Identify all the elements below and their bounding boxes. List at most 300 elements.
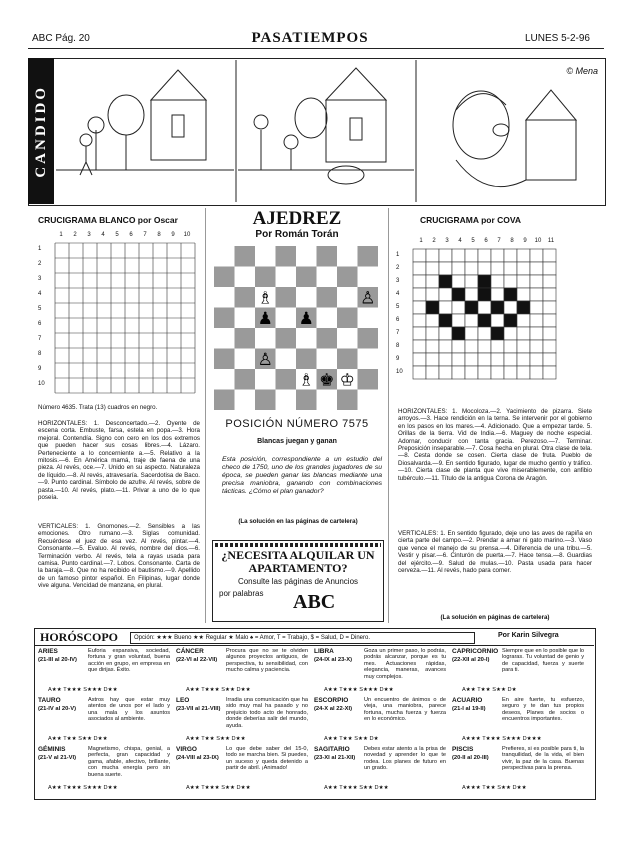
col-num: 6 (484, 238, 488, 244)
sign-name: TAURO (38, 697, 61, 704)
board-square (214, 390, 235, 411)
board-square (276, 349, 297, 370)
sign-date: (22-XII al 20-I) (452, 657, 490, 663)
board-square (276, 287, 297, 308)
grid-cell (413, 301, 426, 314)
board-square (235, 267, 256, 288)
grid-cell (465, 314, 478, 327)
grid-cell (478, 275, 491, 288)
grid-cell (478, 288, 491, 301)
sign-name: LEO (176, 697, 190, 704)
grid-cell (504, 314, 517, 327)
sign-text: En aire fuerte, tu esfuerzo, seguro y te dan tus propios deseos, Planes de socios o encuentros importantes. (502, 697, 584, 723)
horoscope-sign (38, 746, 172, 793)
crossword-blank-grid (54, 242, 196, 394)
sign-text: Procura que no se te olviden algunos proyectos antiguos, de perspectiva, tu sensibilidad, con mucho calma y paciencia. (226, 648, 308, 674)
grid-cell (517, 288, 530, 301)
board-square (337, 287, 358, 308)
horoscope-rule (34, 645, 594, 646)
ad-line1: Consulte las páginas de Anuncios (237, 577, 359, 586)
grid-cell (465, 275, 478, 288)
row-num: 5 (396, 304, 400, 310)
grid-cell (452, 353, 465, 366)
sign-date: (21-III al 20-IV) (38, 657, 77, 663)
grid-cell (426, 288, 439, 301)
col-num: 6 (129, 232, 133, 238)
grid-cell (465, 340, 478, 353)
apartment-ad[interactable] (212, 540, 384, 622)
grid-cell (504, 262, 517, 275)
chess-solution-note: (La solución en las páginas de cartelera) (238, 518, 358, 525)
grid-cell (517, 301, 530, 314)
grid-cell (452, 249, 465, 262)
grid-cell (426, 340, 439, 353)
horoscope-sign (176, 746, 310, 793)
grid-cell (465, 249, 478, 262)
grid-cell (517, 249, 530, 262)
board-square (358, 328, 379, 349)
grid-cell (452, 301, 465, 314)
row-num: 6 (396, 317, 400, 323)
sign-text: Irradia una comunicación que ha sido muy mal ha pasado y no prejuicio todo acto de honrado, donde deberías salir del mundo, ayuda. (226, 697, 308, 729)
sign-stars: A★★ T★★ S★★ D★ (324, 736, 379, 742)
board-square (235, 349, 256, 370)
grid-cell (543, 327, 556, 340)
grid-cell (504, 275, 517, 288)
grid-cell (491, 314, 504, 327)
board-square (317, 287, 338, 308)
grid-cell (426, 249, 439, 262)
board-square (317, 267, 338, 288)
grid-cell (530, 301, 543, 314)
horoscope-signs (38, 648, 592, 796)
row-num: 10 (396, 369, 403, 375)
grid-cell (465, 301, 478, 314)
col-num: 11 (547, 238, 555, 244)
crossword-cova-verticals: VERTICALES: 1. En sentido figurado, deje uno las aves de rapiña en cierta parte del campo.—2. Prendar a amar ni gato marino.—3. Vaso que vence el manejo de su prensa.—4. Diferencia de una tribu.—5. Vestir y pisar.—6. Cinturón de puerta.—7. Hace tensa.—8. Guardias del ejército.—9. Salud de mulas.—10. Pasta usada para hacer cerveza.—11. Al revés, hado para comer. (398, 530, 592, 575)
sign-text: Un encuentro de ánimos o de vieja, una maniobra, parece fortuna, mucha fuerza y fuerza en lo económico. (364, 697, 446, 723)
row-num: 6 (38, 321, 42, 327)
sign-text: Euforia expansiva, sociedad, fortuna y gran voluntad, buena acción en grupo, en empresa en que dirijas. Éxito. (88, 648, 170, 674)
board-square (358, 308, 379, 329)
sign-name: ACUARIO (452, 697, 483, 704)
grid-cell (504, 288, 517, 301)
board-square (317, 246, 338, 267)
sign-name: GÉMINIS (38, 746, 66, 753)
grid-cell (504, 327, 517, 340)
board-square (235, 287, 256, 308)
sign-text: Siempre que en lo posible que lo lograras. Tu voluntad de genio y de capacidad, fuerza y suerte para ti. (502, 648, 584, 674)
board-square (337, 349, 358, 370)
row-num: 3 (38, 276, 42, 282)
ad-line2: por palabras (219, 589, 264, 598)
col-num: 5 (115, 232, 119, 238)
board-square (214, 308, 235, 329)
column-divider (388, 208, 389, 623)
grid-cell (504, 301, 517, 314)
grid-cell (504, 249, 517, 262)
grid-cell (478, 301, 491, 314)
board-square (296, 267, 317, 288)
ad-stripe (215, 543, 381, 547)
row-num: 7 (396, 330, 400, 336)
grid-cell (426, 301, 439, 314)
crossword-blank-row-numbers (38, 244, 52, 399)
board-square (214, 328, 235, 349)
grid-cell (530, 353, 543, 366)
grid-cell (491, 275, 504, 288)
board-square (337, 390, 358, 411)
board-square (337, 328, 358, 349)
grid-cell (465, 327, 478, 340)
grid-cell (517, 314, 530, 327)
chess-title: AJEDREZ (252, 208, 342, 229)
grid-cell (530, 288, 543, 301)
board-square (235, 308, 256, 329)
grid-cell (452, 262, 465, 275)
chess-piece: ♚ (319, 370, 335, 391)
board-square (276, 390, 297, 411)
chess-piece: ♗ (257, 288, 273, 309)
crossword-cova-horizontals: HORIZONTALES: 1. Mocoloza.—2. Yacimiento de pizarra. Siete arroyos.—3. Hace rendición en la terna. Se intervenir por el gobierno en los pasos en los mares.—4. Adicionado. Que a empezar tarde. 5. Orillas de la tierra. Vid de India.—6. Maguey de noche especial. Adornar, conducir con tanta gracia. Perezoso.—7. Terminar. Preposición inseparable.—7. Cosa hecha en plural. Otra clase de tela.—8. Cesta donde se cosen. Cierta clase de fruta. Pueblo de Diosalvarda.—9. En sentido figurado, lugar de mucho gentío y tráfico.—10. Cierta clase de planta que vive miserablemente, con anfibio tubérculo.—11. Título de la antigua Corona de Aragón. (398, 408, 592, 482)
grid-cell (478, 262, 491, 275)
sign-date: (24-VIII al 23-IX) (176, 755, 219, 761)
grid-cell (426, 366, 439, 379)
grid-cell (426, 275, 439, 288)
horoscope-sign (176, 648, 310, 695)
col-num: 7 (143, 232, 147, 238)
grid-cell (543, 340, 556, 353)
col-num: 4 (101, 232, 105, 238)
grid-cell (413, 275, 426, 288)
chess-subtitle: Blancas juegan y ganan (257, 438, 337, 445)
grid-cell (491, 301, 504, 314)
board-square (235, 390, 256, 411)
grid-cell (439, 327, 452, 340)
ad-title: ¿NECESITA ALQUILAR UN APARTAMENTO? (221, 548, 375, 575)
grid-cell (504, 366, 517, 379)
board-square (235, 369, 256, 390)
board-square (214, 349, 235, 370)
board-square (358, 267, 379, 288)
sign-date: (24-X al 22-XI) (314, 706, 353, 712)
sign-name: SAGITARIO (314, 746, 350, 753)
crossword-blank-caption: Número 4635. Trata (13) cuadros en negro. (38, 404, 158, 411)
grid-cell (504, 353, 517, 366)
grid-cell (530, 275, 543, 288)
sign-text: Magnetismo, chispa, genial, a perfecta, gran capacidad y gama, afable, afectivo, brillante, con mucha energía pero sin buena suerte. (88, 746, 170, 778)
board-square (317, 328, 338, 349)
grid-cell (504, 340, 517, 353)
grid-cell (413, 288, 426, 301)
crossword-blank-col-numbers (54, 232, 194, 240)
sign-date: (24-IX al 23-X) (314, 657, 353, 663)
board-square (255, 246, 276, 267)
grid-cell (478, 366, 491, 379)
grid-cell (491, 340, 504, 353)
grid-cell (439, 249, 452, 262)
col-num: 2 (73, 232, 77, 238)
chess-piece: ♙ (360, 288, 376, 309)
board-square (296, 328, 317, 349)
horoscope-title: HORÓSCOPO (40, 630, 119, 644)
grid-cell (543, 314, 556, 327)
section-title: PASATIEMPOS (251, 30, 369, 46)
grid-cell (465, 366, 478, 379)
issue-date: LUNES 5-2-96 (524, 33, 590, 44)
board-square (276, 308, 297, 329)
crossword-blank-verticals: VERTICALES: 1. Gnomones.—2. Sensibles a las emociones. Otro rumano.—3. Siglas comunidad. Recuérdese el juez de esa vez. Al revés, pintar.—4. Consonante.—5. Evaluo. Al revés, nombre del dios.—6. Terminación verbo. Al revés, tela a rayas usada para camisa. Punto cardinal.—7. Lobos. Consonante. Carta de la baraja.—8. Que no ha recibido el bautismo.—9. Apellido de un famoso pintor español. En Filipinas, lugar donde vive alguna. Vencidad de manzana, en plural. (38, 523, 200, 590)
page-number: ABC Pág. 20 (32, 33, 90, 44)
row-num: 10 (38, 381, 45, 387)
sign-stars: A★★ T★★★ S★★★ D★★ (48, 687, 118, 693)
sign-name: VIRGO (176, 746, 197, 753)
ad-logo: ABC (293, 591, 336, 613)
board-square (214, 267, 235, 288)
grid-cell (452, 314, 465, 327)
grid-cell (439, 340, 452, 353)
grid-cell (543, 262, 556, 275)
grid-cell (478, 249, 491, 262)
row-num: 8 (396, 343, 400, 349)
sign-stars: A★★ T★★ S★★ D★★ (48, 736, 108, 742)
row-num: 2 (396, 265, 400, 271)
col-num: 4 (458, 238, 462, 244)
grid-cell (413, 314, 426, 327)
row-num: 4 (38, 291, 42, 297)
horoscope-sign (176, 697, 310, 744)
row-num: 8 (38, 351, 42, 357)
crossword-cova-col-numbers (414, 238, 590, 246)
grid-cell (530, 366, 543, 379)
board-square (255, 267, 276, 288)
chess-piece: ♔ (339, 370, 355, 391)
sign-stars: A★★★ T★★ S★★ D★★ (462, 785, 527, 791)
col-num: 9 (523, 238, 527, 244)
board-square (255, 369, 276, 390)
col-num: 1 (59, 232, 63, 238)
chess-piece: ♟ (298, 308, 314, 329)
row-num: 1 (396, 252, 400, 258)
horoscope-sign (452, 648, 586, 695)
sign-stars: A★★ T★★★ S★★ D★★ (186, 687, 251, 693)
grid-cell (530, 340, 543, 353)
horoscope-legend: Opción: ★★★ Bueno ★★ Regular ★ Malo ♠ = Amor, T = Trabajo, $ = Salud, D = Dinero. (130, 632, 475, 644)
grid-cell (413, 262, 426, 275)
board-square (214, 246, 235, 267)
grid-cell (543, 353, 556, 366)
sign-stars: A★★ T★★ S★★ D★★ (186, 736, 246, 742)
col-num: 3 (87, 232, 91, 238)
col-num: 10 (534, 238, 542, 244)
grid-cell (517, 353, 530, 366)
board-square (358, 390, 379, 411)
board-square (317, 308, 338, 329)
board-square (235, 328, 256, 349)
sign-date: (23-XI al 21-XII) (314, 755, 356, 761)
sign-name: ESCORPIO (314, 697, 349, 704)
grid-cell (478, 327, 491, 340)
board-square (296, 287, 317, 308)
sign-stars: A★★ T★★ S★★ D★ (462, 687, 517, 693)
crossword-cova-title: CRUCIGRAMA por COVA (420, 215, 522, 225)
sign-date: (20-II al 20-III) (452, 755, 489, 761)
grid-cell (465, 288, 478, 301)
comic-illustration (56, 60, 602, 202)
col-num: 3 (445, 238, 449, 244)
grid-cell (543, 249, 556, 262)
grid-cell (452, 366, 465, 379)
chess-description: Esta posición, correspondiente a un estudio del checo de 1750, uno de los grandes jugadores de su época, se pueden ganar las blancas mediante una precisa maniobra, ganando con combinaciones tácticas. ¿Cómo el plan ganador? (222, 456, 382, 495)
sign-text: Prefieres, si es posible para ti, la tranquilidad, de la vida, el bien vivir, la paz de la casa. Buenas perspectivas para la prensa. (502, 746, 584, 772)
row-num: 4 (396, 291, 400, 297)
grid-cell (530, 314, 543, 327)
crossword-cova-solution-note: (La solución en páginas de cartelera) (440, 614, 550, 621)
grid-cell (517, 275, 530, 288)
board-square (255, 390, 276, 411)
horoscope-sign (38, 648, 172, 695)
sign-name: CAPRICORNIO (452, 648, 499, 655)
row-num: 7 (38, 336, 42, 342)
chess-author: Por Román Torán (255, 229, 339, 240)
grid-cell (543, 366, 556, 379)
board-square (337, 308, 358, 329)
comic-signature: © Mena (566, 66, 598, 76)
grid-cell (426, 262, 439, 275)
horoscope-sign (452, 697, 586, 744)
sign-name: PISCIS (452, 746, 474, 753)
grid-cell (543, 275, 556, 288)
sign-stars: A★★ T★★★ S★★★ D★★ (324, 687, 394, 693)
sign-stars: A★★ T★★★ S★★★ D★★ (48, 785, 118, 791)
horoscope-sign (38, 697, 172, 744)
grid-cell (530, 262, 543, 275)
board-square (317, 349, 338, 370)
grid-cell (491, 366, 504, 379)
grid-cell (439, 275, 452, 288)
row-num: 9 (396, 356, 400, 362)
grid-cell (465, 353, 478, 366)
grid-cell (491, 249, 504, 262)
horoscope-author: Por Karin Silvegra (498, 632, 559, 639)
sign-date: (21-IV al 20-V) (38, 706, 77, 712)
board-square (358, 369, 379, 390)
col-num: 5 (471, 238, 475, 244)
column-divider (205, 208, 206, 623)
sign-text: Debes estar atento a la prisa de novedad y aprender lo que te rodea. Los planes de futuro en un grado. (364, 746, 446, 772)
board-square (358, 349, 379, 370)
grid-cell (452, 288, 465, 301)
sign-text: Astros hay que estar muy atentos de unos por el lado y una mala y los asuntos asociados al ambiente. (88, 697, 170, 723)
chess-board (214, 246, 378, 410)
grid-cell (426, 327, 439, 340)
grid-cell (543, 288, 556, 301)
board-square (296, 246, 317, 267)
chess-piece: ♙ (257, 349, 273, 370)
grid-cell (413, 366, 426, 379)
grid-cell (439, 353, 452, 366)
sign-date: (21-V al 21-VI) (38, 755, 77, 761)
chess-piece: ♗ (298, 370, 314, 391)
sign-stars: A★★★ T★★★ S★★★ D★★★ (462, 736, 542, 742)
grid-cell (530, 249, 543, 262)
sign-date: (22-VI al 22-VII) (176, 657, 218, 663)
grid-cell (478, 353, 491, 366)
row-num: 2 (38, 261, 42, 267)
grid-cell (413, 249, 426, 262)
sign-text: Lo que debe saber del 15-0, todo se marcha bien. Si puedes, un suceso y queda detenido a partir de abril. ¡Animado! (226, 746, 308, 772)
horoscope-sign (314, 746, 448, 793)
comic-label (28, 58, 54, 204)
sign-text: Goza un primer paso, lo podrás, podrás alcanzar, porque es tu mes. Actuaciones rápidas, elegancia, maneras, avances muy complejos. (364, 648, 446, 680)
row-num: 3 (396, 278, 400, 284)
board-square (296, 349, 317, 370)
board-square (276, 246, 297, 267)
grid-cell (517, 340, 530, 353)
grid-cell (426, 314, 439, 327)
sign-name: LIBRA (314, 648, 334, 655)
board-square (296, 390, 317, 411)
board-square (317, 390, 338, 411)
col-num: 1 (419, 238, 423, 244)
grid-cell (439, 262, 452, 275)
grid-cell (478, 340, 491, 353)
grid-cell (530, 327, 543, 340)
grid-cell (426, 353, 439, 366)
chess-piece: ♟ (257, 308, 273, 329)
col-num: 8 (510, 238, 514, 244)
horoscope-sign (314, 648, 448, 695)
board-square (235, 246, 256, 267)
grid-cell (413, 353, 426, 366)
col-num: 7 (497, 238, 501, 244)
col-num: 9 (171, 232, 175, 238)
grid-cell (452, 327, 465, 340)
grid-cell (439, 314, 452, 327)
row-num: 1 (38, 246, 42, 252)
grid-cell (517, 262, 530, 275)
header-rule (28, 48, 604, 49)
grid-cell (413, 340, 426, 353)
board-square (337, 267, 358, 288)
grid-cell (491, 353, 504, 366)
horoscope-sign (452, 746, 586, 793)
sign-name: CÁNCER (176, 648, 204, 655)
board-square (337, 246, 358, 267)
row-num: 9 (38, 366, 42, 372)
sign-stars: A★★ T★★★ S★★ D★★ (324, 785, 389, 791)
grid-cell (439, 301, 452, 314)
crossword-blank-horizontals: HORIZONTALES: 1. Desconcertado.—2. Oyente de escena corta. Embuste, farsa, estela en popa.—3. Hora mejoral. Contendía. Signo con cero en los dos extremos que pueden hacer sus cosas libres.—4. Lázaro. Perteneciente a lo concerniente a.—5. Relativo a la mitosis.—6. En América mamá, traje de faena de una pieza. Al revés, oce.—7. Unido en su aspecto. Naturaleza de líquido.—8. Al revés, atravesaría. Sacerdotisa de Baco.—9. Punto cardinal. Símbolo de azufre. Al revés, sobre de pasta.—10. Al revés, plato.—11. Privar a uno de lo que poseía. (38, 420, 200, 502)
board-square (276, 328, 297, 349)
row-num: 5 (38, 306, 42, 312)
crossword-cova-row-numbers (396, 250, 410, 380)
sign-date: (23-VII al 21-VIII) (176, 706, 221, 712)
board-square (214, 287, 235, 308)
grid-cell (439, 288, 452, 301)
col-num: 10 (183, 232, 191, 238)
chess-position-number: POSICIÓN NÚMERO 7575 (225, 418, 369, 430)
sign-date: (21-I al 19-II) (452, 706, 486, 712)
grid-cell (517, 327, 530, 340)
grid-cell (543, 301, 556, 314)
crossword-blank-title: CRUCIGRAMA BLANCO por Oscar (38, 215, 178, 225)
grid-cell (517, 366, 530, 379)
grid-cell (491, 262, 504, 275)
board-square (276, 369, 297, 390)
grid-cell (452, 340, 465, 353)
board-square (358, 246, 379, 267)
